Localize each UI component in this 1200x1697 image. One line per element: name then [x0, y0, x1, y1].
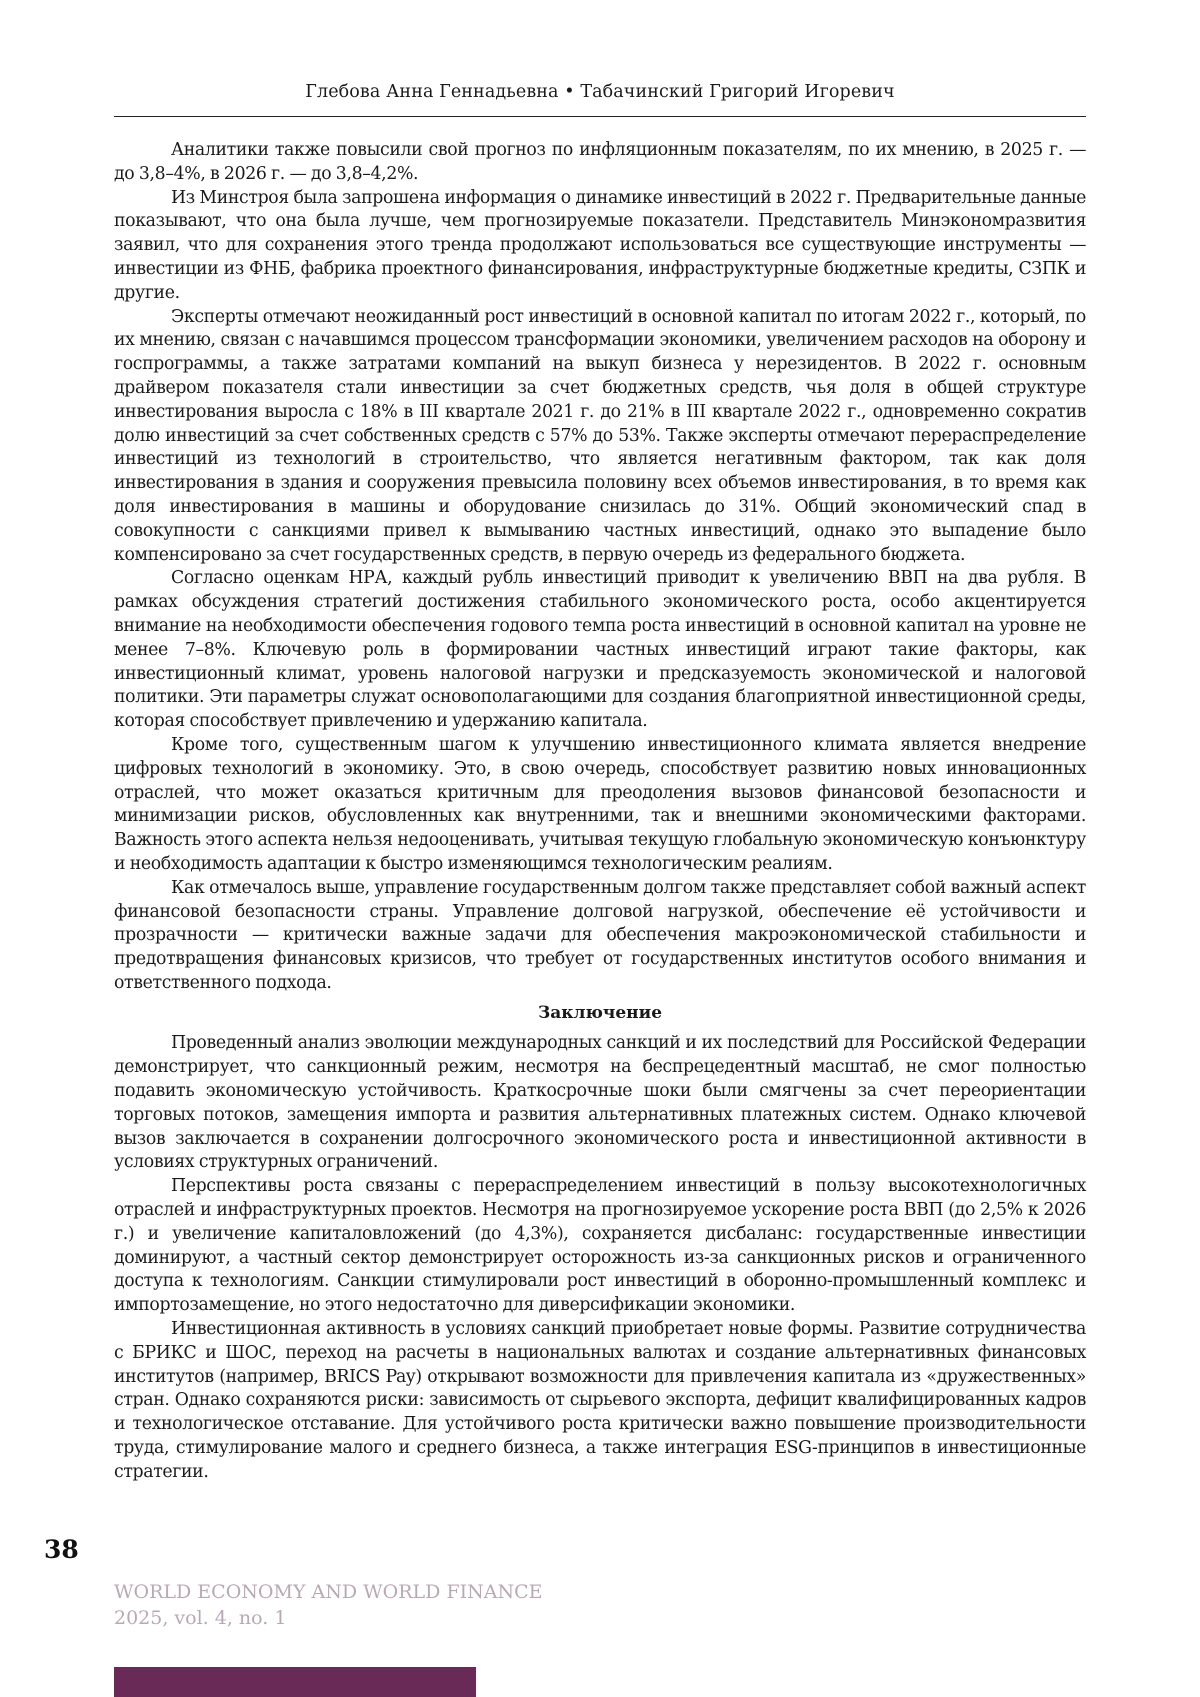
journal-title: WORLD ECONOMY AND WORLD FINANCE [114, 1579, 543, 1605]
journal-footer [114, 1579, 543, 1631]
paragraph: Инвестиционная активность в условиях санкций приобретает новые формы. Развитие сотрудничества с БРИКС и ШОС, переход на расчеты в национальных валютах и создание альтернативных финансовых институтов (например, BRICS Pay) открывают возможности для привлечения капитала из «дружественных» стран. Однако сохраняются риски: зависимость от сырьевого экспорта, дефицит квалифицированных кадров и технологическое отставание. Для устойчивого роста критически важно повышение производительности труда, стимулирование малого и среднего бизнеса, а также интеграция ESG-принципов в инвестиционные стратегии. [114, 1318, 1086, 1485]
paragraph: Проведенный анализ эволюции международных санкций и их последствий для Российской Федерации демонстрирует, что санкционный режим, несмотря на беспрецедентный масштаб, не смог полностью подавить экономическую устойчивость. Краткосрочные шоки были смягчены за счет переориентации торговых потоков, замещения импорта и развития альтернативных платежных систем. Однако ключевой вызов заключается в сохранении долгосрочного экономического роста и инвестиционной активности в условиях структурных ограничений. [114, 1032, 1086, 1175]
header-divider [114, 116, 1086, 117]
paragraph: Согласно оценкам НРА, каждый рубль инвестиций приводит к увеличению ВВП на два рубля. В рамках обсуждения стратегий достижения стабильного экономического роста, особо акцентируется внимание на необходимости обеспечения годового темпа роста инвестиций в основной капитал на уровне не менее 7–8%. Ключевую роль в формировании частных инвестиций играют такие факторы, как инвестиционный климат, уровень налоговой нагрузки и предсказуемость экономической и налоговой политики. Эти параметры служат основополагающими для создания благоприятной инвестиционной среды, которая способствует привлечению и удержанию капитала. [114, 567, 1086, 734]
paragraph: Из Минстроя была запрошена информация о динамике инвестиций в 2022 г. Предварительные данные показывают, что она была лучше, чем прогнозируемые показатели. Представитель Минэкономразвития заявил, что для сохранения этого тренда продолжают использоваться все существующие инструменты — инвестиции из ФНБ, фабрика проектного финансирования, инфраструктурные бюджетные кредиты, СЗПК и другие. [114, 187, 1086, 306]
paragraph: Как отмечалось выше, управление государственным долгом также представляет собой важный аспект финансовой безопасности страны. Управление долговой нагрузкой, обеспечение её устойчивости и прозрачности — критически важные задачи для обеспечения макроэкономической стабильности и предотвращения финансовых кризисов, что требует от государственных институтов особого внимания и ответственного подхода. [114, 877, 1086, 996]
paragraph: Кроме того, существенным шагом к улучшению инвестиционного климата является внедрение цифровых технологий в экономику. Это, в свою очередь, способствует развитию новых инновационных отраслей, что может оказаться критичным для преодоления вызовов финансовой безопасности и минимизации рисков, обусловленных как внутренними, так и внешними экономическими факторами. Важность этого аспекта нельзя недооценивать, учитывая текущую глобальную экономическую конъюнктуру и необходимость адаптации к быстро изменяющимся технологическим реалиям. [114, 734, 1086, 877]
paragraph: Эксперты отмечают неожиданный рост инвестиций в основной капитал по итогам 2022 г., который, по их мнению, связан с начавшимся процессом трансформации экономики, увеличением расходов на оборону и госпрограммы, а также затратами компаний на выкуп бизнеса у нерезидентов. В 2022 г. основным драйвером показателя стали инвестиции за счет бюджетных средств, чья доля в общей структуре инвестирования выросла с 18% в III квартале 2021 г. до 21% в III квартале 2022 г., одновременно сократив долю инвестиций за счет собственных средств с 57% до 53%. Также эксперты отмечают перераспределение инвестиций из технологий в строительство, что является негативным фактором, так как доля инвестирования в здания и сооружения превысила половину всех объемов инвестирования, в то время как доля инвестирования в машины и оборудование снизилась до 31%. Общий экономический спад в совокупности с санкциями привел к вымыванию частных инвестиций, однако это выпадение было компенсировано за счет государственных средств, в первую очередь из федерального бюджета. [114, 306, 1086, 568]
footer-accent-bar [114, 1667, 476, 1697]
section-heading-conclusion: Заключение [114, 1002, 1086, 1026]
journal-issue: 2025, vol. 4, no. 1 [114, 1605, 543, 1631]
article-body [114, 139, 1086, 1485]
page-number: 38 [44, 1535, 79, 1564]
paragraph: Аналитики также повысили свой прогноз по инфляционным показателям, по их мнению, в 2025 г. — до 3,8–4%, в 2026 г. — до 3,8–4,2%. [114, 139, 1086, 187]
running-header-authors: Глебова Анна Геннадьевна • Табачинский Григорий Игоревич [114, 82, 1086, 102]
paragraph: Перспективы роста связаны с перераспределением инвестиций в пользу высокотехнологичных отраслей и инфраструктурных проектов. Несмотря на прогнозируемое ускорение роста ВВП (до 2,5% к 2026 г.) и увеличение капиталовложений (до 4,3%), сохраняется дисбаланс: государственные инвестиции доминируют, а частный сектор демонстрирует осторожность из-за санкционных рисков и ограниченного доступа к технологиям. Санкции стимулировали рост инвестиций в оборонно-промышленный комплекс и импортозамещение, но этого недостаточно для диверсификации экономики. [114, 1175, 1086, 1318]
